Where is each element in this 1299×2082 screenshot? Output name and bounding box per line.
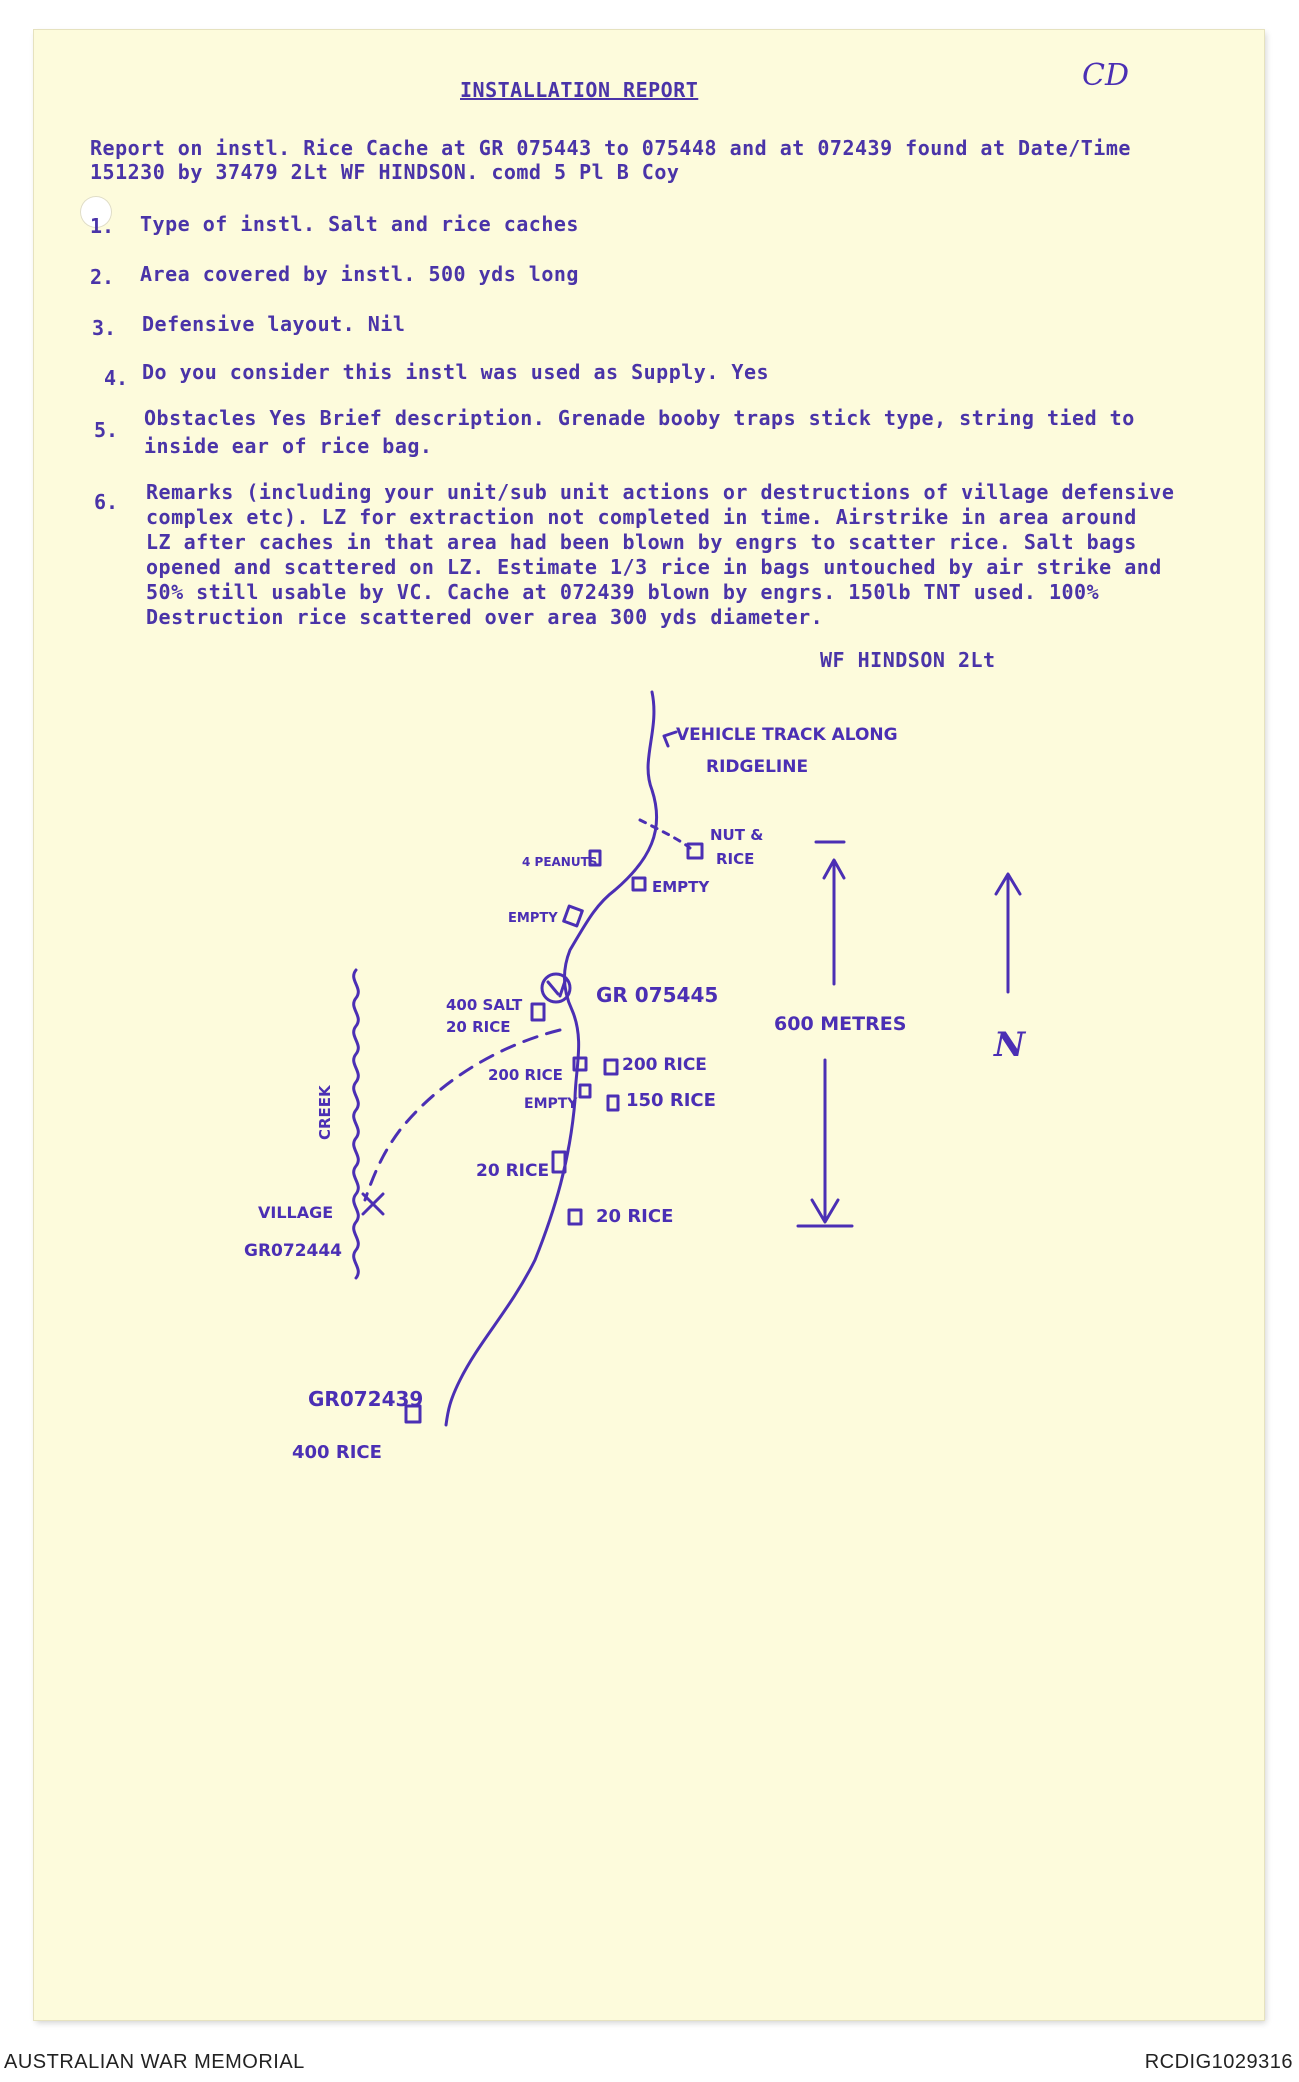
label-creek: CREEK (316, 1085, 334, 1140)
village-marker (363, 1194, 383, 1214)
label-village: VILLAGE (258, 1203, 334, 1222)
cache-20-rice-b (569, 1210, 581, 1224)
item-5-number: 5. (94, 418, 119, 442)
creek-line (354, 970, 359, 1278)
label-20-rice-a: 20 RICE (476, 1161, 550, 1181)
north-arrow (996, 874, 1020, 992)
cache-nut-rice (688, 844, 702, 858)
item-1-number: 1. (90, 214, 115, 238)
item-6-line-5: Destruction rice scattered over area 300 yds diameter. (146, 605, 824, 629)
item-4-text: Do you consider this instl was used as Supply. Yes (142, 360, 770, 384)
label-200-rice-right: 200 RICE (622, 1055, 707, 1075)
corner-mark: CD (1082, 58, 1130, 93)
footer-archive-name: AUSTRALIAN WAR MEMORIAL (4, 2051, 305, 2073)
item-6-text: Remarks (including your unit/sub unit actions or destructions of village defensive (146, 480, 1175, 504)
intro-line-2: 151230 by 37479 2Lt WF HINDSON. comd 5 Pl B Coy (90, 160, 680, 184)
item-3-text: Defensive layout. Nil (142, 312, 406, 336)
report-title: INSTALLATION REPORT (460, 78, 699, 102)
label-20-rice-b: 20 RICE (596, 1206, 674, 1227)
item-6-line-2: LZ after caches in that area had been blown by engrs to scatter rice. Salt bags (146, 530, 1137, 554)
cache-empty-1 (633, 878, 645, 890)
item-6-line-4: 50% still usable by VC. Cache at 072439 blown by engrs. 150lb TNT used. 100% (146, 580, 1100, 604)
label-empty-3: EMPTY (524, 1096, 578, 1112)
item-6-line-1: complex etc). LZ for extraction not completed in time. Airstrike in area around (146, 505, 1137, 529)
spur-path (640, 820, 690, 848)
scale-arrow-down (812, 1060, 838, 1222)
label-150-rice: 150 RICE (626, 1090, 716, 1111)
label-nut-2: RICE (716, 850, 755, 868)
label-north: N (994, 1025, 1026, 1065)
cache-salt (532, 1004, 544, 1020)
intro-line-1: Report on instl. Rice Cache at GR 075443 to 075448 and at 072439 found at Date/Time (90, 136, 1131, 160)
label-peanuts: 4 PEANUTS (522, 855, 598, 869)
scale-arrow-up (824, 860, 844, 984)
label-track-2: RIDGELINE (706, 757, 809, 777)
cache-200-rice-right (605, 1060, 617, 1074)
label-empty-1: EMPTY (652, 878, 710, 896)
label-gr-072439: GR072439 (308, 1387, 424, 1411)
item-6-line-3: opened and scattered on LZ. Estimate 1/3 rice in bags untouched by air strike and (146, 555, 1162, 579)
label-600-metres: 600 METRES (774, 1013, 907, 1035)
label-salt-2: 20 RICE (446, 1018, 511, 1036)
label-nut-1: NUT & (710, 826, 764, 844)
cache-empty-3 (580, 1085, 590, 1097)
item-1-text: Type of instl. Salt and rice caches (140, 212, 579, 236)
footer-record-id: RCDIG1029316 (1144, 2051, 1293, 2073)
item-5-text-cont: inside ear of rice bag. (144, 434, 433, 458)
item-2-number: 2. (90, 265, 115, 289)
item-6-number: 6. (94, 490, 119, 514)
signature: WF HINDSON 2Lt (820, 648, 996, 672)
label-400-rice: 400 RICE (292, 1442, 382, 1463)
item-3-number: 3. (92, 316, 117, 340)
track-arrow (664, 732, 676, 746)
label-track-1: VEHICLE TRACK ALONG (676, 725, 898, 745)
item-5-text: Obstacles Yes Brief description. Grenade booby traps stick type, string tied to (144, 406, 1135, 430)
label-gr-village: GR072444 (244, 1241, 343, 1261)
label-empty-2: EMPTY (508, 911, 558, 926)
item-4-number: 4. (104, 366, 129, 390)
item-2-text: Area covered by instl. 500 yds long (140, 262, 579, 286)
label-gr-075445: GR 075445 (596, 983, 719, 1007)
cache-150-rice (608, 1096, 618, 1110)
label-200-rice-left: 200 RICE (488, 1066, 563, 1084)
cache-empty-2 (564, 906, 583, 926)
label-salt-1: 400 SALT (446, 996, 523, 1014)
